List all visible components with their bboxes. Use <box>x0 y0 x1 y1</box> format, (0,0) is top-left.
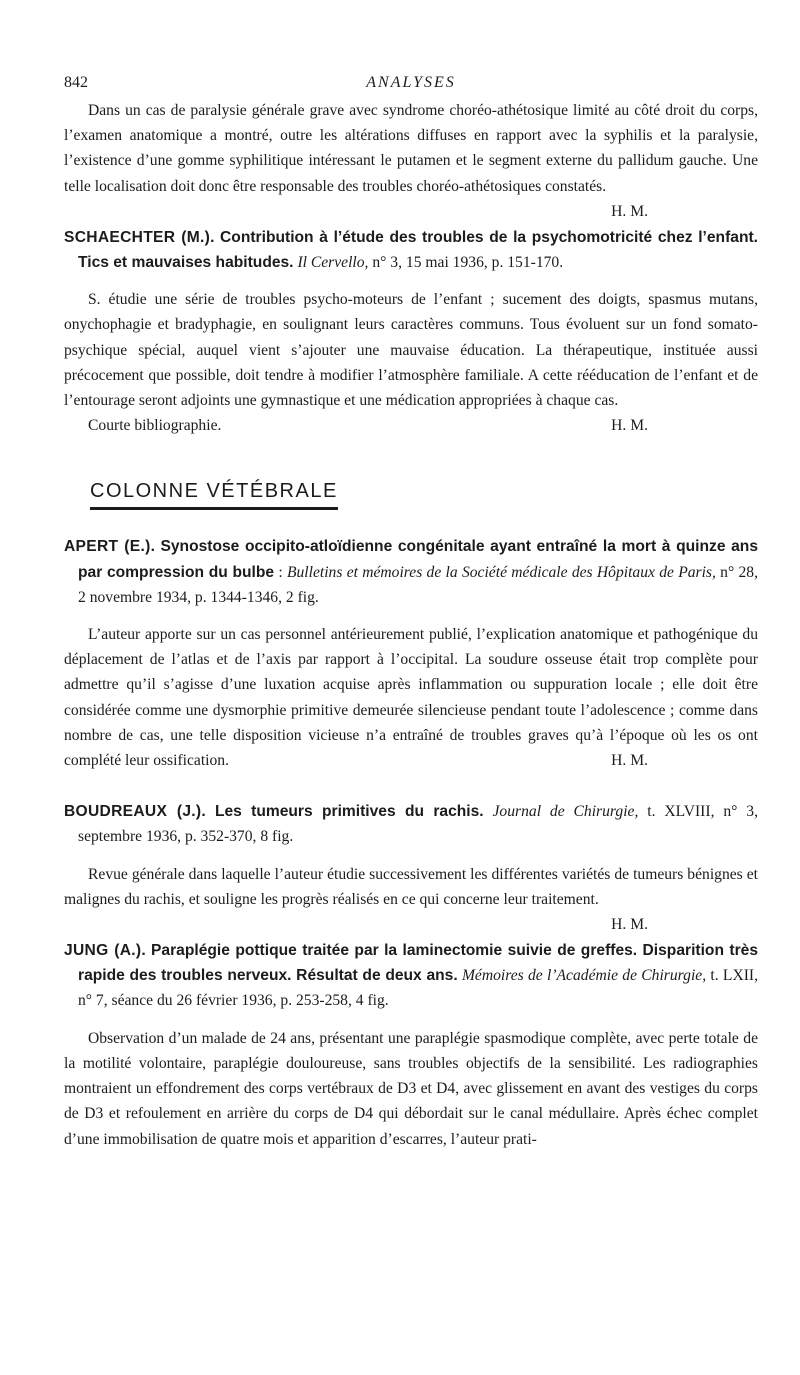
article-author: BOUDREAUX (J.). <box>64 803 207 821</box>
article-title: Contribution à l’étude des troubles de la psychomotricité chez l’enfant. Tics et mauvaises habitudes. <box>78 228 758 272</box>
article-body <box>64 862 758 934</box>
publication-details: n° 28, 2 novembre 1934, p. 1344-1346, 2 fig. <box>78 563 758 606</box>
article-body <box>64 98 758 220</box>
journal-name: Il Cervello, <box>297 254 369 272</box>
article-title: Paraplégie pottique traitée par la laminectomie suivie de greffes. Disparition très rapide des troubles nerveux. Résultat de deux ans. <box>78 942 758 985</box>
article-author: SCHAECHTER (M.). <box>64 228 215 246</box>
running-title: ANALYSES <box>366 74 456 91</box>
running-head <box>64 66 758 98</box>
publication-details: n° 3, 15 mai 1936, p. 151-170. <box>372 254 564 272</box>
page-number: 842 <box>64 74 88 91</box>
article-title: Synostose occipito-atloïdienne congénitale ayant entraîné la mort à quinze ans par compression du bulbe <box>78 538 758 581</box>
article-text: Revue générale dans laquelle l’auteur étudie successivement les différentes variétés de tumeurs bénignes et malignes du rachis, et souligne les progrès réalisés en ce qui concerne leur traitement. <box>64 865 758 908</box>
article-reference <box>64 799 758 849</box>
signature: H. M. <box>611 417 648 435</box>
article-author: JUNG (A.). <box>64 942 147 960</box>
article-body <box>64 413 758 438</box>
article-body: S. étudie une série de troubles psycho-moteurs de l’enfant ; sucement des doigts, spasmus mutans, onychophagie et bradyphagie, en soulignant leurs caractères communs. Tous évoluent sur un fond somato-psychique spécial, auquel vient s’ajouter une mauvaise éducation. La thérapeutique, instituée aussi précocement que possible, doit tendre à modifier l’atmosphère familiale. A cette rééducation de l’enfant et de l’entourage seront adjoints une gymnastique et une médication appropriées à chaque cas. <box>64 291 758 410</box>
article-reference <box>64 225 758 275</box>
article-author: APERT (E.). <box>64 538 156 556</box>
article-body <box>64 622 758 773</box>
article-text: L’auteur apporte sur un cas personnel antérieurement publié, l’explication anatomique et pathogénique du déplacement de l’atlas et de l’axis par rapport à l’occipital. La soudure osseuse était trop complète pour admettre qu’il s’agisse d’une luxation acquise après inflammation ou suppuration locale ; elle doit être considérée comme une dysmorphie primitive demeurée silencieuse pendant toute l’adolescence ; comme dans nombre de cas, une telle disposition vicieuse n’a entraîné de troubles graves qu’à l’époque où les os ont complété leur ossification. <box>64 626 758 770</box>
publication-details: t. XLVIII, n° 3, septembre 1936, p. 352-370, 8 fig. <box>78 803 758 846</box>
article-reference <box>64 938 758 1014</box>
publication-details: t. LXII, n° 7, séance du 26 février 1936, p. 253-258, 4 fig. <box>78 967 758 1010</box>
article-text: Courte bibliographie. <box>88 417 222 435</box>
section-heading-text: COLONNE VÉTÉBRALE <box>90 480 338 510</box>
signature: H. M. <box>611 916 648 934</box>
section-heading <box>90 480 758 510</box>
journal-name: Journal de Chirurgie, <box>492 803 639 821</box>
journal-name: Mémoires de l’Académie de Chirurgie, <box>461 967 707 985</box>
article-body: Observation d’un malade de 24 ans, présentant une paraplégie spasmodique complète, avec perte totale de la motilité volontaire, paraplégie douloureuse, sans troubles objectifs de la sensibilité. Les radiographies montraient un effondrement des corps vertébraux de D3 et D4, avec glissement en avant des vestiges du corps de D3 et refoulement en arrière du corps de D4 qui débordait sur le canal médullaire. Après échec complet d’une immobilisation de quatre mois et apparition d’escarres, l’auteur prati- <box>64 1029 758 1148</box>
article-reference: APERT (E.). Synostose occipito-atloïdienne congénitale ayant entraîné la mort à quinze ans par compression du bulbe : Bulletins et mémoires de la Société médicale des Hôpitaux de Paris, n° 28, 2 novembre 1934, p. 1344-1346, 2 fig. <box>64 538 758 606</box>
signature: H. M. <box>611 752 648 770</box>
article-title: Les tumeurs primitives du rachis. <box>214 803 484 821</box>
journal-name: Bulletins et mémoires de la Société médicale des Hôpitaux de Paris, <box>286 563 716 581</box>
signature: H. M. <box>611 202 648 220</box>
article-text: Dans un cas de paralysie générale grave avec syndrome choréo-athétosique limité au côté droit du corps, l’examen anatomique a montré, outre les altérations diffuses en rapport avec la syphilis et la paralysie, l’existence d’une gomme syphilitique intéressant le putamen et le segment externe du pallidum gauche. Une telle localisation doit donc être responsable des troubles choréo-athétosiques constatés. <box>64 102 758 195</box>
